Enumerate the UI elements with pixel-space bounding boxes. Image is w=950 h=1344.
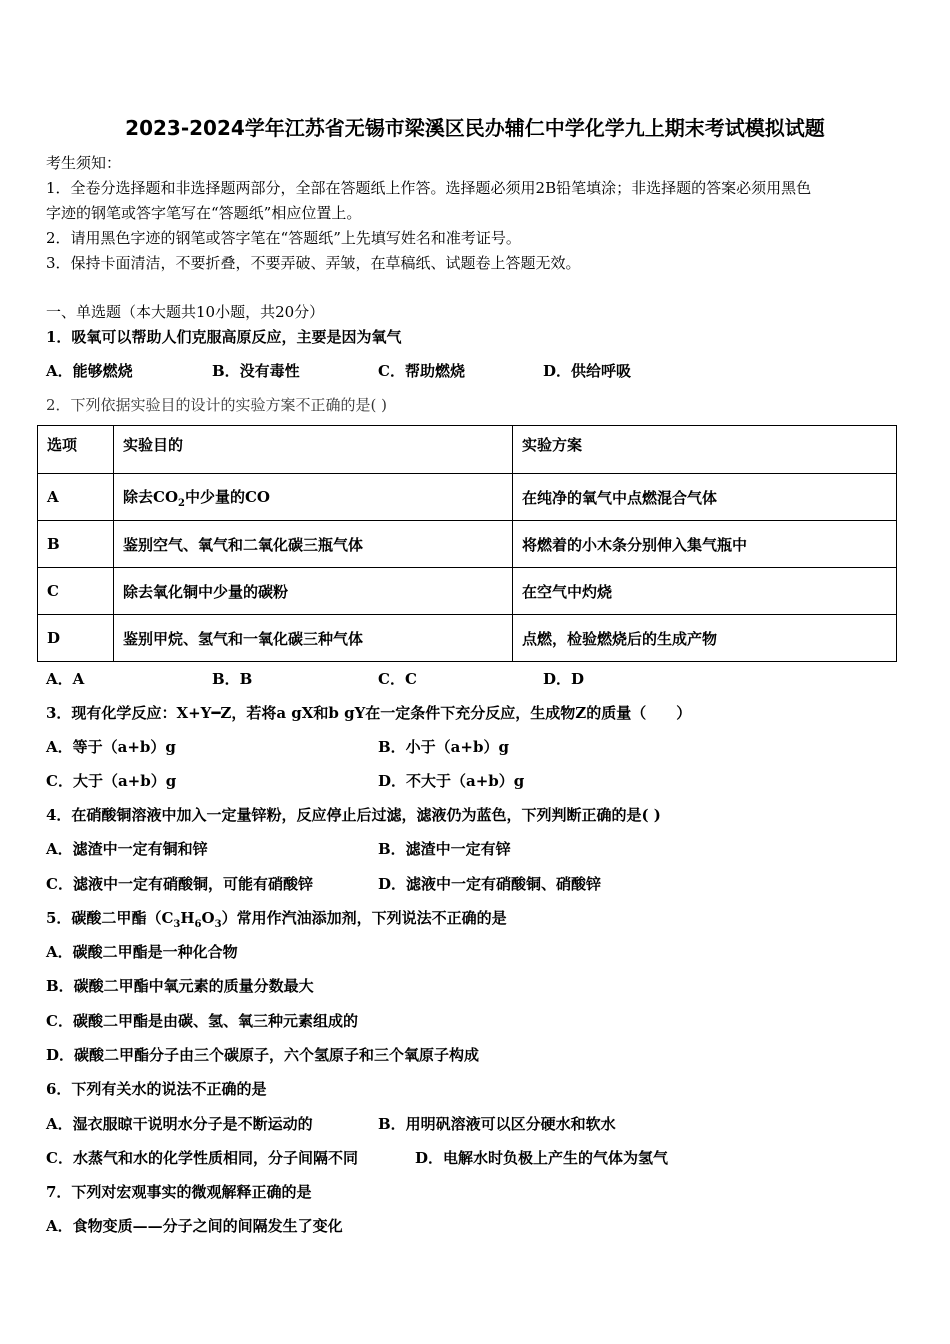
row-option: B — [38, 521, 114, 568]
q2-option-b: B．B — [212, 670, 253, 688]
table-header-row — [38, 426, 897, 474]
row-plan: 在纯净的氧气中点燃混合气体 — [513, 474, 897, 521]
row-purpose: 除去氧化铜中少量的碳粉 — [114, 568, 513, 615]
subscript: 6 — [194, 919, 202, 930]
q5-option-c: C．碳酸二甲酯是由碳、氢、氧三种元素组成的 — [46, 1012, 358, 1030]
page-title: 2023-2024学年江苏省无锡市梁溪区民办辅仁中学化学九上期末考试模拟试题 — [125, 116, 825, 140]
table-row — [38, 521, 897, 568]
subscript: 3 — [214, 919, 222, 930]
row-option: D — [38, 615, 114, 662]
q3-option-a: A．等于（a+b）g — [46, 738, 176, 756]
subscript: 2 — [178, 497, 185, 509]
notice-item: 字迹的钢笔或答字笔写在“答题纸”相应位置上。 — [46, 204, 362, 222]
question-7-stem: 7．下列对宏观事实的微观解释正确的是 — [46, 1183, 312, 1201]
question-4-stem: 4．在硝酸铜溶液中加入一定量锌粉，反应停止后过滤，滤液仍为蓝色，下列判断正确的是( ) — [46, 806, 661, 824]
question-1-stem: 1．吸氧可以帮助人们克服高原反应，主要是因为氧气 — [46, 328, 402, 346]
table-row — [38, 568, 897, 615]
row-purpose: 鉴别空气、氧气和二氧化碳三瓶气体 — [114, 521, 513, 568]
q2-option-d: D．D — [543, 670, 585, 688]
q4-option-d: D．滤液中一定有硝酸铜、硝酸锌 — [378, 875, 602, 893]
experiment-table — [37, 425, 897, 662]
row-purpose — [114, 474, 513, 521]
purpose-text: 除去CO — [123, 487, 179, 506]
q3-option-b: B．小于（a+b）g — [378, 738, 509, 756]
q7-option-a: A．食物变质——分子之间的间隔发生了变化 — [46, 1217, 343, 1235]
q2-option-c: C．C — [378, 670, 417, 688]
header-option: 选项 — [38, 426, 114, 474]
notice-item: 1．全卷分选择题和非选择题两部分，全部在答题纸上作答。选择题必须用2B铅笔填涂；非选择题的答案必须用黑色 — [46, 179, 812, 197]
q1-option-c: C．帮助燃烧 — [378, 362, 465, 380]
q6-option-a: A．湿衣服晾干说明水分子是不断运动的 — [46, 1115, 313, 1133]
subscript: 3 — [173, 919, 181, 930]
q3-option-c: C．大于（a+b）g — [46, 772, 177, 790]
q6-option-b: B．用明矾溶液可以区分硬水和软水 — [378, 1115, 616, 1133]
question-6-stem: 6．下列有关水的说法不正确的是 — [46, 1080, 267, 1098]
q3-option-d: D．不大于（a+b）g — [378, 772, 525, 790]
q5-option-a: A．碳酸二甲酯是一种化合物 — [46, 943, 238, 961]
header-plan: 实验方案 — [513, 426, 897, 474]
q1-option-a: A．能够燃烧 — [46, 362, 133, 380]
question-3-stem: 3．现有化学反应：X+Y━Z，若将a gX和b gY在一定条件下充分反应，生成物Z的质量（ ） — [46, 704, 692, 722]
row-option: C — [38, 568, 114, 615]
section-heading: 一、单选题（本大题共10小题，共20分） — [46, 303, 325, 321]
q5-stem-text: O — [201, 909, 215, 927]
table-row — [38, 474, 897, 521]
row-plan: 点燃，检验燃烧后的生成产物 — [513, 615, 897, 662]
q4-option-b: B．滤渣中一定有锌 — [378, 840, 511, 858]
purpose-text: 中少量的CO — [184, 487, 270, 506]
row-plan: 将燃着的小木条分别伸入集气瓶中 — [513, 521, 897, 568]
q5-stem-text: ）常用作汽油添加剂，下列说法不正确的是 — [221, 909, 507, 927]
row-purpose: 鉴别甲烷、氢气和一氧化碳三种气体 — [114, 615, 513, 662]
q6-option-c: C．水蒸气和水的化学性质相同，分子间隔不同 — [46, 1149, 358, 1167]
q4-option-a: A．滤渣中一定有铜和锌 — [46, 840, 208, 858]
q5-stem-text: 5．碳酸二甲酯（C — [46, 909, 174, 927]
q1-option-b: B．没有毒性 — [212, 362, 300, 380]
notice-item: 3．保持卡面清洁，不要折叠，不要弄破、弄皱，在草稿纸、试题卷上答题无效。 — [46, 254, 581, 272]
row-plan: 在空气中灼烧 — [513, 568, 897, 615]
question-5-stem — [46, 907, 507, 930]
q2-option-a: A．A — [46, 670, 85, 688]
notice-heading: 考生须知： — [46, 154, 122, 172]
notice-item: 2．请用黑色字迹的钢笔或答字笔在“答题纸”上先填写姓名和准考证号。 — [46, 229, 521, 247]
question-2-stem: 2．下列依据实验目的设计的实验方案不正确的是( ) — [46, 396, 388, 414]
q1-option-d: D．供给呼吸 — [543, 362, 632, 380]
table-row — [38, 615, 897, 662]
row-option: A — [38, 474, 114, 521]
q5-option-d: D．碳酸二甲酯分子由三个碳原子，六个氢原子和三个氧原子构成 — [46, 1046, 480, 1064]
q5-option-b: B．碳酸二甲酯中氧元素的质量分数最大 — [46, 977, 314, 995]
header-purpose: 实验目的 — [114, 426, 513, 474]
q5-stem-text: H — [180, 909, 195, 927]
q4-option-c: C．滤液中一定有硝酸铜，可能有硝酸锌 — [46, 875, 313, 893]
q6-option-d: D．电解水时负极上产生的气体为氢气 — [415, 1149, 669, 1167]
